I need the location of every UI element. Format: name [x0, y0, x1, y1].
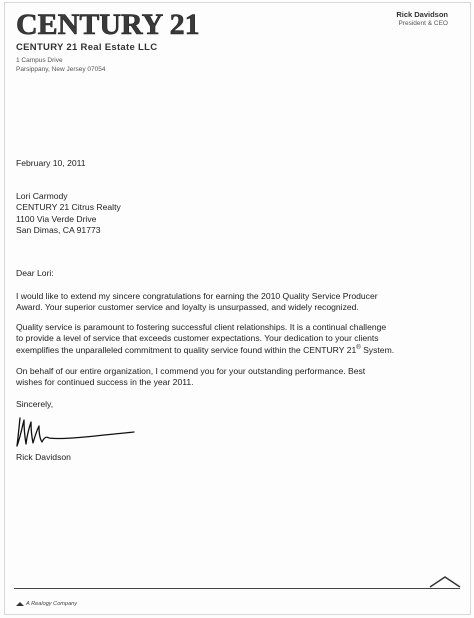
paragraph-2-line2: to provide a level of service that exceeds customer expectations. Your dedication to your clients [16, 333, 379, 344]
company-name: CENTURY 21 Real Estate LLC [16, 42, 158, 53]
paragraph-3-line1: On behalf of our entire organization, I commend you for your outstanding performance. Best [16, 366, 366, 376]
realogy-mark-icon [16, 601, 24, 607]
executive-title: President & CEO [398, 20, 448, 27]
paragraph-3-line2: wishes for continued success in the year 2011. [16, 377, 194, 388]
closing: Sincerely, [16, 399, 54, 409]
recipient-block [16, 191, 121, 237]
house-roof-icon [428, 575, 462, 589]
recipient-name: Lori Carmody [16, 191, 68, 201]
logo-text: CENTURY 21 [16, 8, 200, 41]
paragraph-2-line1: Quality service is paramount to fostering successful client relationships. It is a continual challenge [16, 322, 387, 332]
executive-name: Rick Davidson [396, 10, 448, 19]
paragraph-1 [16, 291, 456, 314]
handwritten-signature [14, 414, 138, 450]
footer-tagline-text: A Realogy Company [26, 601, 78, 607]
company-address-line2: Parsippany, New Jersey 07054 [16, 66, 106, 73]
paragraph-2-line3-end: System. [360, 344, 395, 355]
century21-logo [14, 6, 200, 42]
letter-date: February 10, 2011 [16, 158, 86, 168]
recipient-city: San Dimas, CA 91773 [16, 225, 101, 236]
company-address-line1: 1 Campus Drive [16, 57, 63, 64]
registered-mark: ® [356, 344, 361, 351]
salutation: Dear Lori: [16, 268, 54, 278]
footer-rule [14, 588, 460, 589]
signer-name: Rick Davidson [16, 452, 71, 462]
paragraph-2 [16, 322, 456, 356]
paragraph-2-line3-text: exemplifies the unparalleled commitment to quality service found within the CENTURY 21 [16, 344, 357, 355]
paragraph-1-line2: Award. Your superior customer service and loyalty is unsurpassed, and widely recognized. [16, 302, 359, 313]
paragraph-2-line3 [16, 345, 456, 356]
recipient-company: CENTURY 21 Citrus Realty [16, 202, 121, 213]
paragraph-1-line1: I would like to extend my sincere congratulations for earning the 2010 Quality Service Producer [16, 291, 378, 301]
recipient-street: 1100 Via Verde Drive [16, 213, 97, 224]
paragraph-3 [16, 366, 456, 389]
footer-tagline [16, 601, 77, 607]
